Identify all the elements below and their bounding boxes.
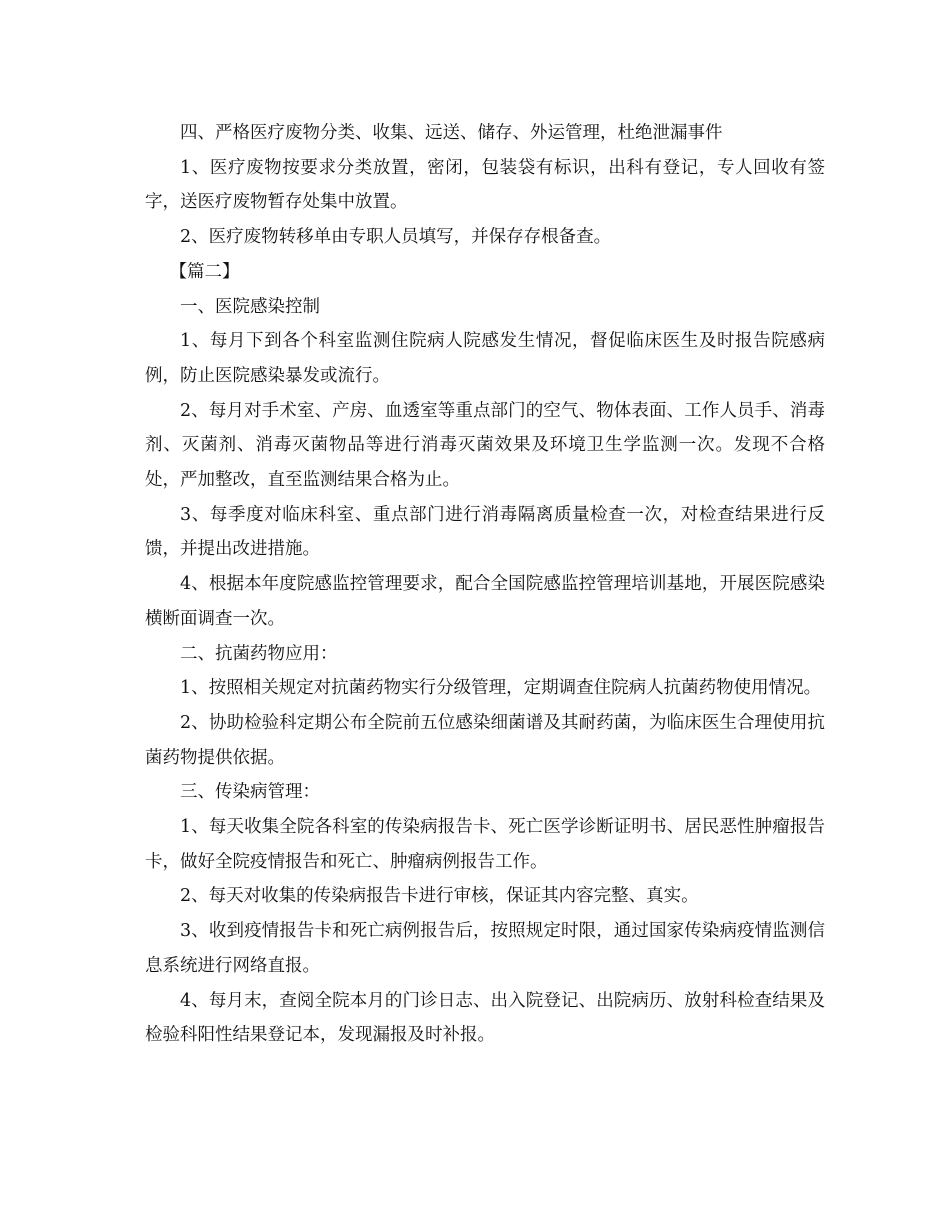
document-body: [145, 116, 825, 1053]
paragraph: 3、每季度对临床科室、重点部门进行消毒隔离质量检查一次，对检查结果进行反馈，并提出改进措施。: [145, 504, 825, 560]
paragraph: 1、每天收集全院各科室的传染病报告卡、死亡医学诊断证明书、居民恶性肿瘤报告卡，做好全院疫情报告和死亡、肿瘤病例报告工作。: [145, 817, 825, 872]
paragraph: 1、医疗废物按要求分类放置，密闭，包装袋有标识，出科有登记，专人回收有签字，送医疗废物暂存处集中放置。: [145, 157, 825, 213]
paragraph: 1、每月下到各个科室监测住院病人院感发生情况，督促临床医生及时报告院感病例，防止医院感染暴发或流行。: [145, 331, 825, 386]
section-heading: 四、严格医疗废物分类、收集、远送、储存、外运管理，杜绝泄漏事件: [180, 123, 723, 143]
section-heading: 三、传染病管理：: [180, 782, 320, 803]
paragraph: 2、每月对手术室、产房、血透室等重点部门的空气、物体表面、工作人员手、消毒剂、灭菌剂、消毒灭菌物品等进行消毒灭菌效果及环境卫生学监测一次。发现不合格处，严加整改，直至监测结果合格为止。: [145, 400, 825, 491]
paragraph: 2、医疗废物转移单由专职人员填写，并保存存根备查。: [180, 227, 612, 248]
paragraph: 2、每天对收集的传染病报告卡进行审核，保证其内容完整、真实。: [180, 886, 699, 907]
paragraph: 2、协助检验科定期公布全院前五位感染细菌谱及其耐药菌，为临床医生合理使用抗菌药物提供依据。: [145, 712, 825, 768]
paragraph: 4、根据本年度院感监控管理要求，配合全国院感监控管理培训基地，开展医院感染横断面调查一次。: [145, 574, 825, 629]
paragraph: 4、每月末，查阅全院本月的门诊日志、出入院登记、出院病历、放射科检查结果及检验科阳性结果登记本，发现漏报及时补报。: [145, 990, 825, 1046]
chapter-label: 【篇二】: [169, 261, 240, 282]
paragraph: 1、按照相关规定对抗菌药物实行分级管理，定期调查住院病人抗菌药物使用情况。: [180, 678, 822, 699]
paragraph: 3、收到疫情报告卡和死亡病例报告后，按照规定时限，通过国家传染病疫情监测信息系统进行网络直报。: [145, 921, 825, 976]
section-heading: 二、抗菌药物应用：: [180, 643, 338, 664]
section-heading: 一、医院感染控制: [180, 296, 320, 317]
